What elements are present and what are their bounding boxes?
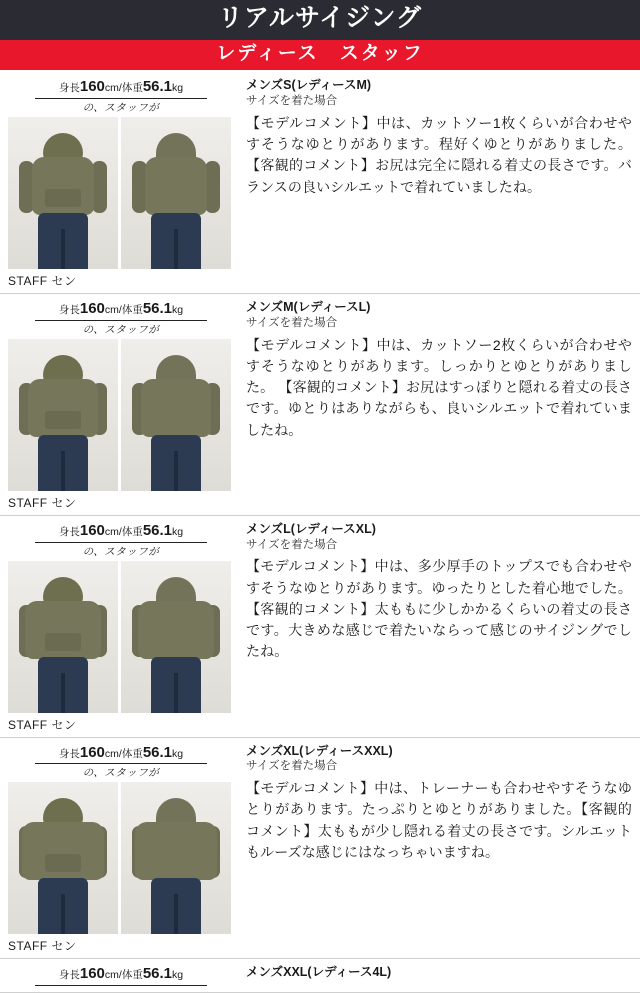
size-title: メンズXXL(レディース4L) bbox=[246, 965, 392, 980]
staff-caption: STAFF セン bbox=[8, 939, 77, 954]
height-value: 160 bbox=[79, 300, 105, 318]
row-left-column bbox=[8, 522, 240, 733]
height-unit: cm bbox=[104, 82, 119, 95]
size-comment: 【モデルコメント】中は、多少厚手のトップスでも合わせやすそうなゆとりがあります。ゆったりとした着心地でした。【客観的コメント】太ももに少しかかるくらいの着丈の長さです。大きめな感じで着たいならって感じのサイジングでしたね。 bbox=[246, 558, 632, 660]
weight-unit: kg bbox=[172, 747, 184, 760]
height-label: 身長 bbox=[58, 969, 80, 982]
page-subtitle: レディース スタッフ bbox=[0, 40, 640, 71]
measurement-line bbox=[35, 78, 207, 99]
height-value: 160 bbox=[79, 965, 105, 983]
size-comment: 【モデルコメント】中は、カットソー1枚くらいが合わせやすそうなゆとりがあります。程好くゆとりがありました。【客観的コメント】お尻は完全に隠れる着丈の長さです。バランスの良いシルエットで着れていましたね。 bbox=[246, 114, 632, 195]
measurement-line bbox=[35, 300, 207, 321]
height-unit: cm bbox=[104, 304, 119, 317]
sizing-row bbox=[0, 959, 640, 993]
sizing-row bbox=[0, 516, 640, 738]
weight-label: 体重 bbox=[121, 304, 143, 317]
model-back-photo bbox=[121, 561, 231, 713]
weight-label: 体重 bbox=[121, 82, 143, 95]
measure-separator: / bbox=[118, 747, 122, 760]
weight-value: 56.1 bbox=[142, 521, 173, 539]
staff-caption: STAFF セン bbox=[8, 717, 77, 732]
height-value: 160 bbox=[79, 521, 105, 539]
sizing-row bbox=[0, 72, 640, 294]
measurement-block bbox=[35, 522, 207, 559]
measurement-line bbox=[35, 522, 207, 543]
measure-separator: / bbox=[118, 525, 122, 538]
sizing-row bbox=[0, 294, 640, 516]
weight-label: 体重 bbox=[121, 969, 143, 982]
measurement-line bbox=[35, 965, 207, 986]
photo-pair bbox=[8, 339, 234, 491]
size-comment: 【モデルコメント】中は、トレーナーも合わせやすそうなゆとりがあります。たっぷりとゆとりがありました。【客観的コメント】太ももが少し隠れる着丈の長さです。シルエットもルーズな感じにはなっちゃいますね。 bbox=[246, 780, 632, 860]
measurement-subtext: の、スタッフが bbox=[82, 323, 160, 336]
size-subtitle: サイズを着た場合 bbox=[246, 95, 338, 108]
size-title: メンズL(レディースXL) bbox=[246, 521, 376, 536]
weight-unit: kg bbox=[172, 304, 184, 317]
height-label: 身長 bbox=[58, 304, 80, 317]
measurement-block bbox=[35, 300, 207, 337]
model-front-photo bbox=[8, 782, 118, 934]
row-right-column bbox=[240, 522, 632, 733]
photo-pair bbox=[8, 561, 234, 713]
staff-caption: STAFF セン bbox=[8, 495, 77, 510]
staff-caption: STAFF セン bbox=[8, 274, 77, 289]
photo-pair bbox=[8, 782, 234, 934]
weight-value: 56.1 bbox=[142, 78, 173, 96]
measure-separator: / bbox=[118, 304, 122, 317]
model-back-photo bbox=[121, 339, 231, 491]
height-unit: cm bbox=[104, 969, 119, 982]
size-title: メンズXL(レディースXXL) bbox=[246, 743, 393, 758]
row-right-column bbox=[240, 300, 632, 511]
size-subtitle: サイズを着た場合 bbox=[246, 316, 338, 329]
weight-value: 56.1 bbox=[142, 743, 173, 761]
weight-value: 56.1 bbox=[142, 300, 173, 318]
measurement-subtext: の、スタッフが bbox=[82, 767, 160, 780]
row-right-column bbox=[240, 744, 632, 955]
height-unit: cm bbox=[104, 747, 119, 760]
page-title: リアルサイジング bbox=[0, 0, 640, 40]
height-label: 身長 bbox=[58, 525, 80, 538]
height-label: 身長 bbox=[58, 82, 80, 95]
model-front-photo bbox=[8, 339, 118, 491]
model-back-photo bbox=[121, 782, 231, 934]
size-subtitle: サイズを着た場合 bbox=[246, 760, 338, 773]
weight-value: 56.1 bbox=[142, 965, 173, 983]
size-title: メンズM(レディースL) bbox=[246, 300, 371, 315]
photo-pair bbox=[8, 117, 234, 269]
row-left-column bbox=[8, 78, 240, 289]
height-value: 160 bbox=[79, 78, 105, 96]
measurement-block bbox=[35, 744, 207, 781]
weight-unit: kg bbox=[172, 82, 184, 95]
measurement-block bbox=[35, 78, 207, 115]
row-right-column bbox=[240, 965, 632, 988]
weight-unit: kg bbox=[172, 525, 184, 538]
row-left-column bbox=[8, 300, 240, 511]
row-left-column bbox=[8, 744, 240, 955]
measurement-subtext: の、スタッフが bbox=[82, 545, 160, 558]
measurement-block bbox=[35, 965, 207, 986]
sizing-row bbox=[0, 738, 640, 960]
size-subtitle: サイズを着た場合 bbox=[246, 538, 338, 551]
row-left-column bbox=[8, 965, 240, 988]
measurement-subtext: の、スタッフが bbox=[82, 102, 160, 115]
height-label: 身長 bbox=[58, 747, 80, 760]
weight-label: 体重 bbox=[121, 747, 143, 760]
model-front-photo bbox=[8, 561, 118, 713]
model-front-photo bbox=[8, 117, 118, 269]
weight-unit: kg bbox=[172, 969, 184, 982]
measure-separator: / bbox=[118, 969, 122, 982]
row-right-column bbox=[240, 78, 632, 289]
height-value: 160 bbox=[79, 743, 105, 761]
size-title: メンズS(レディースM) bbox=[246, 78, 372, 93]
measure-separator: / bbox=[118, 82, 122, 95]
weight-label: 体重 bbox=[121, 525, 143, 538]
height-unit: cm bbox=[104, 525, 119, 538]
measurement-line bbox=[35, 744, 207, 765]
size-comment: 【モデルコメント】中は、カットソー2枚くらいが合わせやすそうなゆとりがあります。しっかりとゆとりがありました。 【客観的コメント】お尻はすっぽりと隠れる着丈の長さです。ゆとりはありながらも、良いシルエットで着れていましたね。 bbox=[246, 336, 632, 438]
model-back-photo bbox=[121, 117, 231, 269]
